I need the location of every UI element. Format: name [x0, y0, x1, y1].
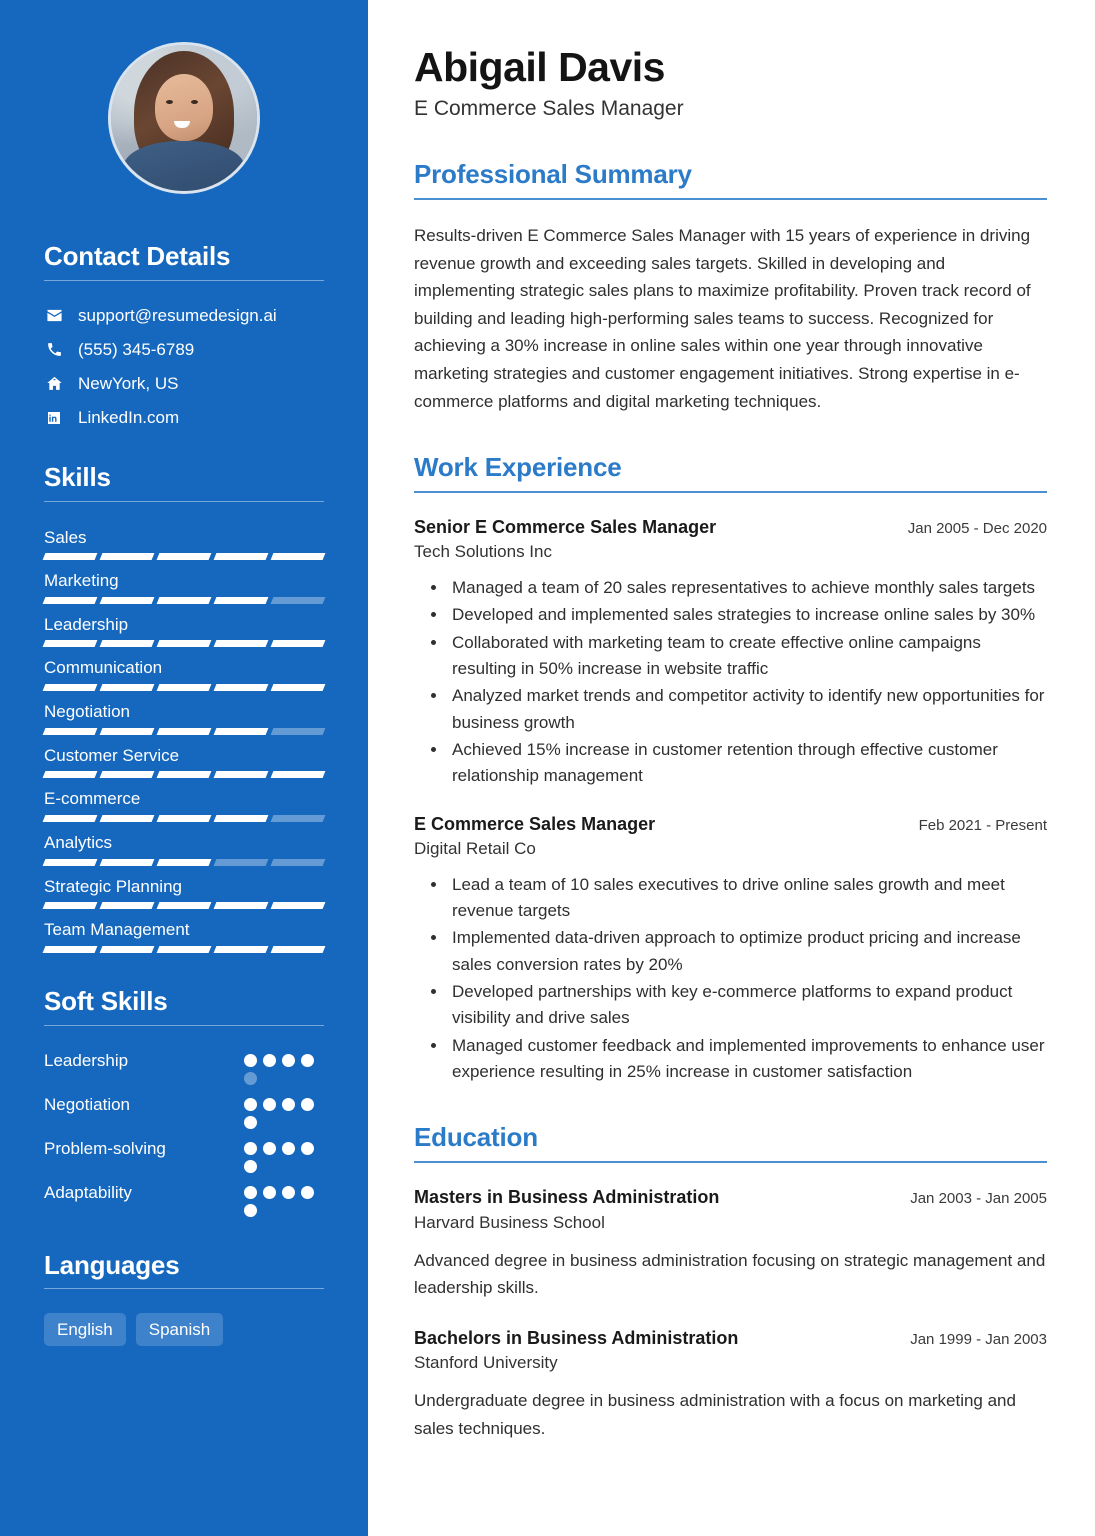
- education-entry-school: Harvard Business School: [414, 1212, 605, 1232]
- skill-segment: [214, 553, 269, 560]
- rating-dot: [244, 1116, 257, 1129]
- soft-skill-rating: [244, 1050, 324, 1085]
- work-entry-company: Tech Solutions Inc: [414, 542, 552, 562]
- skill-level-bar: [44, 946, 324, 953]
- skill-segment: [100, 902, 155, 909]
- work-bullet: • Lead a team of 10 sales executives to drive online sales growth and meet revenue targets: [448, 872, 1047, 925]
- skill-segment: [214, 859, 269, 866]
- skill-segment: [157, 597, 212, 604]
- contact-list: [44, 305, 324, 429]
- contact-details-section: [44, 242, 324, 429]
- skill-label: Negotiation: [44, 702, 131, 722]
- skill-segment: [100, 597, 155, 604]
- education-entry-school: Stanford University: [414, 1352, 558, 1372]
- contact-divider: [44, 280, 324, 281]
- skill-level-bar: [44, 640, 324, 647]
- languages-divider: [44, 1288, 324, 1289]
- skill-label: Analytics: [44, 833, 113, 853]
- skill-segment: [214, 946, 269, 953]
- skill-segment: [214, 597, 269, 604]
- skill-segment: [43, 597, 98, 604]
- avatar-container: [44, 42, 324, 194]
- rating-dot: [301, 1186, 314, 1199]
- rating-dot: [301, 1142, 314, 1155]
- rating-dot: [244, 1204, 257, 1217]
- avatar-face: [155, 74, 213, 141]
- rating-dot: [244, 1072, 257, 1085]
- education-entry-date: Jan 2003 - Jan 2005: [910, 1190, 1047, 1208]
- work-bullet: • Developed partnerships with key e-commerce platforms to expand product visibility and drive sales: [448, 979, 1047, 1032]
- rating-dot: [244, 1098, 257, 1111]
- education-heading: Education: [414, 1122, 538, 1153]
- soft-skills-heading: Soft Skills: [44, 985, 168, 1016]
- skill-item: [44, 656, 324, 691]
- skill-segment: [157, 640, 212, 647]
- skill-segment: [100, 771, 155, 778]
- skill-segment: [100, 728, 155, 735]
- sidebar: [0, 0, 368, 1536]
- skills-section: [44, 463, 324, 953]
- language-tag[interactable]: Spanish: [136, 1313, 223, 1346]
- professional-summary-heading: Professional Summary: [414, 159, 692, 190]
- education-entry: [414, 1185, 1047, 1301]
- phone-icon: [44, 341, 64, 358]
- soft-skill-item: [44, 1094, 324, 1129]
- skill-segment: [43, 902, 98, 909]
- skill-label: Sales: [44, 527, 87, 547]
- work-bullet: • Collaborated with marketing team to create effective online campaigns resulting in 50% increase in website traffic: [448, 630, 1047, 683]
- education-entry-header: [414, 1326, 1047, 1350]
- work-experience-section: [414, 453, 1047, 1085]
- skill-segment: [157, 815, 212, 822]
- skill-level-bar: [44, 771, 324, 778]
- avatar: [108, 42, 260, 194]
- soft-skills-list: [44, 1050, 324, 1217]
- work-entry-date: Jan 2005 - Dec 2020: [907, 519, 1047, 537]
- languages-section: [44, 1251, 324, 1347]
- soft-skill-label: Adaptability: [44, 1182, 132, 1202]
- skill-item: [44, 831, 324, 866]
- education-entry-description: Undergraduate degree in business administration with a focus on marketing and sales techniques.: [414, 1391, 1016, 1438]
- skill-label: E-commerce: [44, 789, 141, 809]
- work-entry-header: [414, 812, 1047, 836]
- work-entry: [414, 515, 1047, 790]
- rating-dot: [244, 1142, 257, 1155]
- rating-dot: [282, 1186, 295, 1199]
- soft-skills-section: [44, 987, 324, 1217]
- soft-skill-rating: [244, 1138, 324, 1173]
- rating-dot: [263, 1098, 276, 1111]
- work-entry-bullets: [414, 872, 1047, 1086]
- skill-segment: [271, 902, 326, 909]
- skill-segment: [214, 902, 269, 909]
- skill-segment: [214, 684, 269, 691]
- skill-segment: [157, 859, 212, 866]
- contact-row[interactable]: [44, 339, 324, 361]
- skill-label: Leadership: [44, 614, 129, 634]
- skill-segment: [43, 684, 98, 691]
- skill-level-bar: [44, 815, 324, 822]
- skill-item: [44, 787, 324, 822]
- work-experience-divider: [414, 491, 1047, 493]
- skill-segment: [43, 859, 98, 866]
- skill-segment: [271, 728, 326, 735]
- soft-skill-item: [44, 1050, 324, 1085]
- professional-summary-section: [414, 160, 1047, 415]
- languages-list: [44, 1313, 324, 1346]
- skill-level-bar: [44, 728, 324, 735]
- skill-segment: [157, 684, 212, 691]
- work-entry-title: E Commerce Sales Manager: [414, 813, 656, 834]
- rating-dot: [301, 1098, 314, 1111]
- education-divider: [414, 1161, 1047, 1163]
- home-icon: [44, 375, 64, 392]
- education-entry-degree: Bachelors in Business Administration: [414, 1327, 739, 1348]
- skill-segment: [43, 640, 98, 647]
- contact-value: LinkedIn.com: [78, 407, 180, 427]
- skill-item: [44, 875, 324, 910]
- contact-row[interactable]: [44, 373, 324, 395]
- skill-segment: [157, 728, 212, 735]
- skill-segment: [271, 597, 326, 604]
- skill-segment: [100, 553, 155, 560]
- skill-segment: [157, 902, 212, 909]
- rating-dot: [282, 1142, 295, 1155]
- skill-level-bar: [44, 553, 324, 560]
- skill-item: [44, 700, 324, 735]
- skills-list: [44, 526, 324, 953]
- skill-segment: [214, 640, 269, 647]
- work-bullet: • Analyzed market trends and competitor activity to identify new opportunities for business growth: [448, 683, 1047, 736]
- skill-segment: [43, 946, 98, 953]
- soft-skill-label: Leadership: [44, 1050, 129, 1070]
- skill-label: Customer Service: [44, 745, 180, 765]
- skill-segment: [100, 684, 155, 691]
- skill-segment: [43, 728, 98, 735]
- education-entry-date: Jan 1999 - Jan 2003: [910, 1330, 1047, 1348]
- rating-dot: [282, 1054, 295, 1067]
- work-entry-header: [414, 515, 1047, 539]
- skill-segment: [43, 553, 98, 560]
- skill-label: Marketing: [44, 571, 119, 591]
- skills-divider: [44, 501, 324, 502]
- skill-segment: [271, 684, 326, 691]
- skill-segment: [100, 946, 155, 953]
- skill-item: [44, 526, 324, 561]
- work-bullet: • Implemented data-driven approach to optimize product pricing and increase sales conversion rates by 20%: [448, 925, 1047, 978]
- linkedin-icon: [44, 410, 64, 426]
- skill-segment: [100, 640, 155, 647]
- skill-label: Communication: [44, 658, 163, 678]
- rating-dot: [244, 1186, 257, 1199]
- work-experience-list: [414, 515, 1047, 1085]
- work-entry-bullets: [414, 575, 1047, 790]
- skill-segment: [100, 859, 155, 866]
- skill-level-bar: [44, 684, 324, 691]
- skill-segment: [43, 815, 98, 822]
- languages-heading: Languages: [44, 1249, 180, 1280]
- skills-heading: Skills: [44, 461, 111, 492]
- skill-segment: [271, 553, 326, 560]
- contact-details-heading: Contact Details: [44, 241, 231, 271]
- soft-skill-item: [44, 1138, 324, 1173]
- skill-segment: [214, 728, 269, 735]
- contact-value: support@resumedesign.ai: [78, 305, 277, 325]
- soft-skill-label: Negotiation: [44, 1094, 131, 1114]
- skill-segment: [271, 771, 326, 778]
- work-bullet: • Managed a team of 20 sales representatives to achieve monthly sales targets: [448, 575, 1047, 601]
- education-entry: [414, 1326, 1047, 1442]
- work-entry-title: Senior E Commerce Sales Manager: [414, 516, 717, 537]
- skill-level-bar: [44, 902, 324, 909]
- rating-dot: [282, 1098, 295, 1111]
- education-list: [414, 1185, 1047, 1442]
- soft-skills-divider: [44, 1025, 324, 1026]
- main-content: [368, 0, 1095, 1536]
- skill-segment: [43, 771, 98, 778]
- work-entry-company: Digital Retail Co: [414, 838, 536, 858]
- language-tag[interactable]: English: [44, 1313, 126, 1346]
- contact-row[interactable]: [44, 305, 324, 327]
- education-section: [414, 1123, 1047, 1442]
- soft-skill-label: Problem-solving: [44, 1138, 166, 1158]
- skill-segment: [271, 815, 326, 822]
- soft-skill-item: [44, 1182, 324, 1217]
- rating-dot: [263, 1186, 276, 1199]
- skill-level-bar: [44, 597, 324, 604]
- skill-label: Team Management: [44, 920, 190, 940]
- skill-level-bar: [44, 859, 324, 866]
- skill-item: [44, 744, 324, 779]
- skill-segment: [100, 815, 155, 822]
- contact-value: (555) 345-6789: [78, 339, 195, 359]
- envelope-icon: [44, 307, 64, 324]
- education-entry-description: Advanced degree in business administration focusing on strategic management and leadership skills.: [414, 1251, 1046, 1298]
- professional-summary-text: Results-driven E Commerce Sales Manager with 15 years of experience in driving revenue growth and exceeding sales targets. Skilled in developing and implementing strategic sales plans to maximize profitability. Proven track record of building and leading high-performing sales teams to success. Recognized for achieving a 30% increase in online sales within one year through innovative marketing strategies and customer engagement initiatives. Strong expertise in e-commerce platforms and digital marketing techniques.: [414, 226, 1031, 411]
- rating-dot: [263, 1142, 276, 1155]
- work-entry: [414, 812, 1047, 1086]
- candidate-role: E Commerce Sales Manager: [414, 97, 684, 121]
- skill-segment: [214, 815, 269, 822]
- soft-skill-rating: [244, 1182, 324, 1217]
- skill-segment: [157, 553, 212, 560]
- work-bullet: • Achieved 15% increase in customer retention through effective customer relationship management: [448, 737, 1047, 790]
- work-entry-date: Feb 2021 - Present: [918, 816, 1047, 834]
- rating-dot: [301, 1054, 314, 1067]
- professional-summary-divider: [414, 198, 1047, 200]
- skill-segment: [157, 946, 212, 953]
- skill-item: [44, 918, 324, 953]
- skill-item: [44, 569, 324, 604]
- work-bullet: • Managed customer feedback and implemented improvements to enhance user experience resulting in 25% increase in customer satisfaction: [448, 1033, 1047, 1086]
- skill-segment: [157, 771, 212, 778]
- skill-segment: [271, 859, 326, 866]
- rating-dot: [263, 1054, 276, 1067]
- education-entry-degree: Masters in Business Administration: [414, 1187, 720, 1208]
- skill-segment: [271, 946, 326, 953]
- skill-segment: [271, 640, 326, 647]
- skill-segment: [214, 771, 269, 778]
- contact-row[interactable]: [44, 407, 324, 429]
- skill-item: [44, 613, 324, 648]
- education-entry-header: [414, 1185, 1047, 1209]
- work-bullet: • Developed and implemented sales strategies to increase online sales by 30%: [448, 602, 1047, 628]
- candidate-name: Abigail Davis: [414, 44, 665, 90]
- skill-label: Strategic Planning: [44, 876, 182, 896]
- contact-value: NewYork, US: [78, 373, 179, 393]
- avatar-shoulders: [123, 141, 246, 194]
- rating-dot: [244, 1160, 257, 1173]
- rating-dot: [244, 1054, 257, 1067]
- work-experience-heading: Work Experience: [414, 452, 622, 483]
- soft-skill-rating: [244, 1094, 324, 1129]
